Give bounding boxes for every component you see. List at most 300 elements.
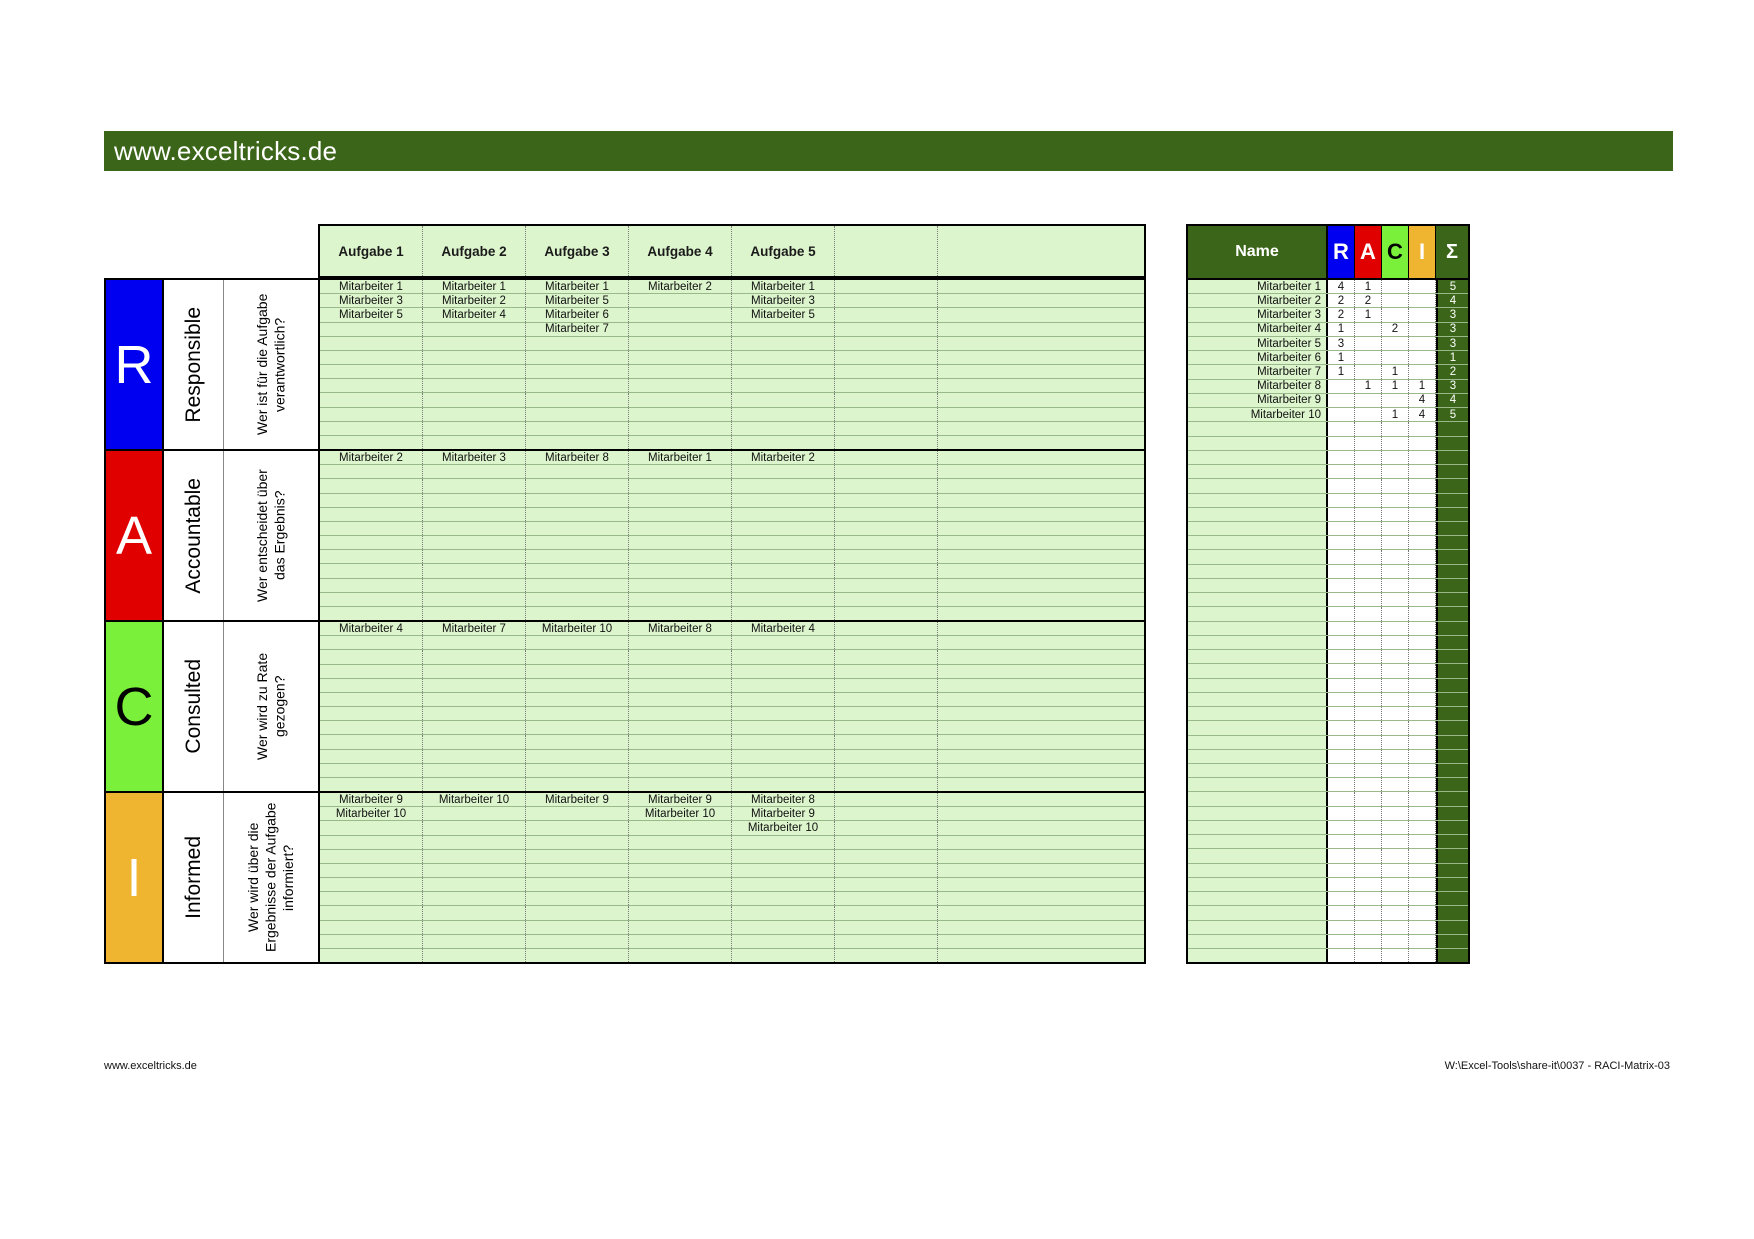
assignment-cell[interactable] (320, 821, 423, 834)
assignment-cell[interactable] (835, 294, 938, 307)
assignment-cell[interactable] (526, 864, 629, 877)
assignment-cell[interactable] (732, 750, 835, 763)
assignment-cell[interactable] (629, 778, 732, 791)
assignment-cell[interactable] (629, 479, 732, 492)
assignment-cell[interactable] (732, 778, 835, 791)
assignment-cell[interactable] (526, 707, 629, 720)
assignment-cell[interactable] (835, 550, 938, 563)
assignment-cell[interactable] (629, 935, 732, 948)
assignment-cell[interactable] (526, 921, 629, 934)
assignment-cell[interactable] (629, 379, 732, 392)
assignment-cell[interactable] (732, 764, 835, 777)
assignment-cell[interactable] (938, 550, 1041, 563)
assignment-cell[interactable] (423, 564, 526, 577)
assignment-cell[interactable] (423, 408, 526, 421)
assignment-cell[interactable] (732, 864, 835, 877)
summary-person-name[interactable] (1188, 721, 1328, 734)
summary-person-name[interactable] (1188, 693, 1328, 706)
assignment-cell[interactable] (835, 393, 938, 406)
assignment-cell[interactable] (629, 650, 732, 663)
assignment-cell[interactable] (732, 536, 835, 549)
assignment-cell[interactable] (629, 593, 732, 606)
assignment-cell[interactable] (526, 636, 629, 649)
assignment-cell[interactable]: Mitarbeiter 5 (732, 308, 835, 321)
assignment-cell[interactable] (835, 365, 938, 378)
assignment-cell[interactable] (938, 650, 1041, 663)
task-column-header[interactable]: Aufgabe 1 (320, 226, 423, 276)
assignment-cell[interactable] (423, 836, 526, 849)
assignment-cell[interactable] (629, 365, 732, 378)
assignment-cell[interactable] (629, 665, 732, 678)
assignment-cell[interactable] (526, 436, 629, 449)
assignment-cell[interactable] (423, 679, 526, 692)
assignment-cell[interactable] (320, 337, 423, 350)
summary-person-name[interactable] (1188, 550, 1328, 563)
assignment-cell[interactable] (938, 921, 1041, 934)
assignment-cell[interactable] (526, 679, 629, 692)
assignment-cell[interactable] (938, 351, 1041, 364)
assignment-cell[interactable] (835, 508, 938, 521)
assignment-cell[interactable] (320, 735, 423, 748)
summary-person-name[interactable] (1188, 921, 1328, 934)
summary-person-name[interactable] (1188, 807, 1328, 820)
assignment-cell[interactable]: Mitarbeiter 10 (526, 622, 629, 635)
summary-person-name[interactable] (1188, 593, 1328, 606)
assignment-cell[interactable] (423, 436, 526, 449)
assignment-cell[interactable] (835, 764, 938, 777)
assignment-cell[interactable] (835, 351, 938, 364)
assignment-cell[interactable] (732, 465, 835, 478)
assignment-cell[interactable] (629, 508, 732, 521)
assignment-cell[interactable] (320, 351, 423, 364)
assignment-cell[interactable] (320, 393, 423, 406)
assignment-cell[interactable] (835, 436, 938, 449)
assignment-cell[interactable] (320, 707, 423, 720)
assignment-cell[interactable] (835, 536, 938, 549)
summary-person-name[interactable] (1188, 679, 1328, 692)
assignment-cell[interactable] (423, 707, 526, 720)
assignment-cell[interactable] (526, 351, 629, 364)
assignment-cell[interactable] (423, 465, 526, 478)
summary-person-name[interactable] (1188, 778, 1328, 791)
assignment-cell[interactable] (732, 906, 835, 919)
summary-person-name[interactable] (1188, 494, 1328, 507)
assignment-cell[interactable] (423, 422, 526, 435)
assignment-cell[interactable] (835, 522, 938, 535)
assignment-cell[interactable] (629, 393, 732, 406)
assignment-cell[interactable] (835, 564, 938, 577)
assignment-cell[interactable] (526, 935, 629, 948)
assignment-cell[interactable] (320, 365, 423, 378)
assignment-cell[interactable] (423, 650, 526, 663)
assignment-cell[interactable]: Mitarbeiter 3 (732, 294, 835, 307)
task-column-header[interactable]: Aufgabe 2 (423, 226, 526, 276)
assignment-cell[interactable] (526, 494, 629, 507)
assignment-cell[interactable] (732, 522, 835, 535)
assignment-cell[interactable]: Mitarbeiter 9 (526, 793, 629, 806)
assignment-cell[interactable] (423, 351, 526, 364)
assignment-cell[interactable] (732, 949, 835, 962)
assignment-cell[interactable] (835, 679, 938, 692)
task-column-header-empty[interactable] (938, 226, 1041, 276)
assignment-cell[interactable] (732, 479, 835, 492)
assignment-cell[interactable] (423, 379, 526, 392)
summary-person-name[interactable]: Mitarbeiter 4 (1188, 323, 1328, 336)
assignment-cell[interactable] (320, 436, 423, 449)
assignment-cell[interactable] (423, 778, 526, 791)
assignment-cell[interactable] (526, 536, 629, 549)
assignment-cell[interactable] (526, 665, 629, 678)
assignment-cell[interactable] (423, 579, 526, 592)
assignment-cell[interactable] (320, 764, 423, 777)
assignment-cell[interactable]: Mitarbeiter 2 (320, 451, 423, 464)
assignment-cell[interactable] (526, 850, 629, 863)
summary-person-name[interactable] (1188, 451, 1328, 464)
assignment-cell[interactable] (835, 665, 938, 678)
assignment-cell[interactable] (526, 735, 629, 748)
summary-person-name[interactable] (1188, 935, 1328, 948)
assignment-cell[interactable] (526, 836, 629, 849)
assignment-cell[interactable] (526, 379, 629, 392)
summary-person-name[interactable] (1188, 622, 1328, 635)
assignment-cell[interactable] (526, 607, 629, 620)
assignment-cell[interactable] (835, 707, 938, 720)
assignment-cell[interactable] (835, 479, 938, 492)
assignment-cell[interactable] (938, 636, 1041, 649)
assignment-cell[interactable] (320, 636, 423, 649)
summary-person-name[interactable] (1188, 522, 1328, 535)
assignment-cell[interactable] (423, 721, 526, 734)
assignment-cell[interactable] (629, 536, 732, 549)
assignment-cell[interactable]: Mitarbeiter 3 (320, 294, 423, 307)
assignment-cell[interactable] (835, 494, 938, 507)
assignment-cell[interactable] (526, 650, 629, 663)
assignment-cell[interactable] (835, 323, 938, 336)
assignment-cell[interactable]: Mitarbeiter 1 (526, 280, 629, 293)
assignment-cell[interactable]: Mitarbeiter 9 (320, 793, 423, 806)
assignment-cell[interactable] (423, 892, 526, 905)
assignment-cell[interactable] (320, 778, 423, 791)
assignment-cell[interactable] (526, 365, 629, 378)
assignment-cell[interactable] (423, 665, 526, 678)
assignment-cell[interactable] (629, 351, 732, 364)
assignment-cell[interactable]: Mitarbeiter 1 (732, 280, 835, 293)
assignment-cell[interactable] (938, 607, 1041, 620)
assignment-cell[interactable] (938, 393, 1041, 406)
summary-person-name[interactable] (1188, 792, 1328, 805)
assignment-cell[interactable]: Mitarbeiter 4 (732, 622, 835, 635)
assignment-cell[interactable]: Mitarbeiter 1 (423, 280, 526, 293)
assignment-cell[interactable] (938, 764, 1041, 777)
summary-person-name[interactable]: Mitarbeiter 9 (1188, 394, 1328, 407)
assignment-cell[interactable] (732, 650, 835, 663)
assignment-cell[interactable] (835, 607, 938, 620)
assignment-cell[interactable] (423, 935, 526, 948)
assignment-cell[interactable] (732, 351, 835, 364)
assignment-cell[interactable] (835, 579, 938, 592)
assignment-cell[interactable] (526, 508, 629, 521)
assignment-cell[interactable] (938, 735, 1041, 748)
assignment-cell[interactable] (835, 906, 938, 919)
summary-person-name[interactable] (1188, 864, 1328, 877)
assignment-cell[interactable] (732, 878, 835, 891)
assignment-cell[interactable]: Mitarbeiter 8 (732, 793, 835, 806)
assignment-cell[interactable] (732, 921, 835, 934)
summary-person-name[interactable]: Mitarbeiter 1 (1188, 280, 1328, 293)
summary-person-name[interactable] (1188, 579, 1328, 592)
summary-person-name[interactable]: Mitarbeiter 3 (1188, 308, 1328, 321)
summary-person-name[interactable] (1188, 835, 1328, 848)
assignment-cell[interactable] (835, 650, 938, 663)
assignment-cell[interactable] (629, 821, 732, 834)
assignment-cell[interactable] (423, 807, 526, 820)
assignment-cell[interactable]: Mitarbeiter 7 (423, 622, 526, 635)
assignment-cell[interactable] (835, 408, 938, 421)
assignment-cell[interactable] (526, 821, 629, 834)
assignment-cell[interactable] (835, 721, 938, 734)
assignment-cell[interactable] (320, 892, 423, 905)
assignment-cell[interactable] (835, 735, 938, 748)
assignment-cell[interactable] (423, 693, 526, 706)
assignment-cell[interactable] (835, 750, 938, 763)
assignment-cell[interactable] (732, 393, 835, 406)
assignment-cell[interactable] (320, 494, 423, 507)
assignment-cell[interactable] (938, 579, 1041, 592)
assignment-cell[interactable] (423, 550, 526, 563)
assignment-cell[interactable] (629, 323, 732, 336)
assignment-cell[interactable] (938, 793, 1041, 806)
assignment-cell[interactable] (320, 721, 423, 734)
assignment-cell[interactable] (938, 622, 1041, 635)
assignment-cell[interactable] (320, 550, 423, 563)
summary-person-name[interactable] (1188, 849, 1328, 862)
assignment-cell[interactable] (423, 494, 526, 507)
assignment-cell[interactable] (938, 679, 1041, 692)
assignment-cell[interactable]: Mitarbeiter 5 (526, 294, 629, 307)
assignment-cell[interactable] (526, 878, 629, 891)
summary-person-name[interactable] (1188, 650, 1328, 663)
assignment-cell[interactable] (320, 579, 423, 592)
assignment-cell[interactable] (938, 564, 1041, 577)
assignment-cell[interactable] (526, 564, 629, 577)
assignment-cell[interactable] (629, 750, 732, 763)
assignment-cell[interactable] (938, 408, 1041, 421)
assignment-cell[interactable] (835, 593, 938, 606)
assignment-cell[interactable] (320, 864, 423, 877)
assignment-cell[interactable] (629, 337, 732, 350)
assignment-cell[interactable] (423, 365, 526, 378)
assignment-cell[interactable]: Mitarbeiter 9 (629, 793, 732, 806)
assignment-cell[interactable] (732, 379, 835, 392)
assignment-cell[interactable] (629, 892, 732, 905)
assignment-cell[interactable] (938, 323, 1041, 336)
assignment-cell[interactable] (938, 436, 1041, 449)
assignment-cell[interactable] (320, 323, 423, 336)
assignment-cell[interactable] (835, 451, 938, 464)
assignment-cell[interactable] (732, 508, 835, 521)
summary-person-name[interactable] (1188, 636, 1328, 649)
assignment-cell[interactable] (423, 479, 526, 492)
assignment-cell[interactable] (320, 878, 423, 891)
assignment-cell[interactable] (629, 465, 732, 478)
assignment-cell[interactable] (835, 379, 938, 392)
assignment-cell[interactable] (526, 750, 629, 763)
assignment-cell[interactable] (423, 764, 526, 777)
assignment-cell[interactable] (732, 850, 835, 863)
assignment-cell[interactable] (423, 864, 526, 877)
assignment-cell[interactable]: Mitarbeiter 3 (423, 451, 526, 464)
task-column-header[interactable]: Aufgabe 5 (732, 226, 835, 276)
assignment-cell[interactable] (320, 379, 423, 392)
assignment-cell[interactable] (732, 337, 835, 350)
assignment-cell[interactable] (526, 593, 629, 606)
assignment-cell[interactable] (629, 550, 732, 563)
assignment-cell[interactable] (938, 365, 1041, 378)
assignment-cell[interactable] (526, 764, 629, 777)
summary-person-name[interactable] (1188, 821, 1328, 834)
assignment-cell[interactable]: Mitarbeiter 10 (629, 807, 732, 820)
assignment-cell[interactable] (320, 422, 423, 435)
summary-person-name[interactable]: Mitarbeiter 2 (1188, 294, 1328, 307)
assignment-cell[interactable] (938, 836, 1041, 849)
assignment-cell[interactable] (938, 750, 1041, 763)
assignment-cell[interactable] (526, 579, 629, 592)
summary-person-name[interactable] (1188, 750, 1328, 763)
assignment-cell[interactable] (423, 636, 526, 649)
assignment-cell[interactable] (526, 422, 629, 435)
assignment-cell[interactable] (938, 935, 1041, 948)
assignment-cell[interactable] (938, 465, 1041, 478)
assignment-cell[interactable] (629, 764, 732, 777)
assignment-cell[interactable]: Mitarbeiter 2 (732, 451, 835, 464)
summary-person-name[interactable]: Mitarbeiter 6 (1188, 351, 1328, 364)
assignment-cell[interactable] (732, 550, 835, 563)
assignment-cell[interactable] (320, 479, 423, 492)
assignment-cell[interactable] (835, 892, 938, 905)
assignment-cell[interactable] (526, 408, 629, 421)
assignment-cell[interactable] (835, 280, 938, 293)
summary-person-name[interactable]: Mitarbeiter 5 (1188, 337, 1328, 350)
assignment-cell[interactable] (320, 536, 423, 549)
assignment-cell[interactable] (629, 679, 732, 692)
assignment-cell[interactable] (526, 550, 629, 563)
assignment-cell[interactable]: Mitarbeiter 1 (629, 451, 732, 464)
assignment-cell[interactable] (526, 778, 629, 791)
assignment-cell[interactable] (835, 807, 938, 820)
assignment-cell[interactable] (938, 593, 1041, 606)
assignment-cell[interactable]: Mitarbeiter 9 (732, 807, 835, 820)
assignment-cell[interactable] (938, 665, 1041, 678)
assignment-cell[interactable] (835, 836, 938, 849)
assignment-cell[interactable] (629, 707, 732, 720)
assignment-cell[interactable] (423, 593, 526, 606)
assignment-cell[interactable] (423, 949, 526, 962)
summary-person-name[interactable] (1188, 422, 1328, 435)
assignment-cell[interactable] (629, 522, 732, 535)
assignment-cell[interactable] (629, 949, 732, 962)
assignment-cell[interactable]: Mitarbeiter 1 (320, 280, 423, 293)
assignment-cell[interactable]: Mitarbeiter 7 (526, 323, 629, 336)
assignment-cell[interactable] (732, 721, 835, 734)
assignment-cell[interactable] (423, 607, 526, 620)
assignment-cell[interactable] (938, 451, 1041, 464)
assignment-cell[interactable] (835, 622, 938, 635)
assignment-cell[interactable] (732, 422, 835, 435)
assignment-cell[interactable] (835, 878, 938, 891)
assignment-cell[interactable] (732, 836, 835, 849)
assignment-cell[interactable] (835, 921, 938, 934)
assignment-cell[interactable]: Mitarbeiter 10 (732, 821, 835, 834)
assignment-cell[interactable]: Mitarbeiter 2 (423, 294, 526, 307)
summary-person-name[interactable] (1188, 664, 1328, 677)
assignment-cell[interactable] (526, 393, 629, 406)
assignment-cell[interactable]: Mitarbeiter 10 (320, 807, 423, 820)
summary-person-name[interactable]: Mitarbeiter 8 (1188, 380, 1328, 393)
summary-person-name[interactable] (1188, 892, 1328, 905)
assignment-cell[interactable] (320, 850, 423, 863)
assignment-cell[interactable] (732, 579, 835, 592)
assignment-cell[interactable] (423, 508, 526, 521)
assignment-cell[interactable] (938, 508, 1041, 521)
assignment-cell[interactable] (629, 436, 732, 449)
assignment-cell[interactable] (320, 564, 423, 577)
assignment-cell[interactable] (732, 693, 835, 706)
assignment-cell[interactable] (835, 465, 938, 478)
assignment-cell[interactable] (320, 665, 423, 678)
assignment-cell[interactable] (938, 422, 1041, 435)
assignment-cell[interactable] (629, 735, 732, 748)
summary-person-name[interactable] (1188, 607, 1328, 620)
assignment-cell[interactable] (423, 921, 526, 934)
assignment-cell[interactable] (732, 735, 835, 748)
assignment-cell[interactable] (835, 778, 938, 791)
assignment-cell[interactable] (629, 921, 732, 934)
assignment-cell[interactable] (629, 850, 732, 863)
assignment-cell[interactable] (938, 479, 1041, 492)
assignment-cell[interactable] (629, 422, 732, 435)
assignment-cell[interactable] (423, 735, 526, 748)
assignment-cell[interactable] (320, 650, 423, 663)
assignment-cell[interactable] (835, 864, 938, 877)
assignment-cell[interactable] (732, 679, 835, 692)
assignment-cell[interactable] (835, 949, 938, 962)
assignment-cell[interactable] (938, 721, 1041, 734)
assignment-cell[interactable] (526, 721, 629, 734)
assignment-cell[interactable] (938, 949, 1041, 962)
assignment-cell[interactable] (938, 864, 1041, 877)
assignment-cell[interactable] (732, 564, 835, 577)
assignment-cell[interactable] (320, 408, 423, 421)
assignment-cell[interactable]: Mitarbeiter 2 (629, 280, 732, 293)
summary-person-name[interactable]: Mitarbeiter 7 (1188, 365, 1328, 378)
assignment-cell[interactable] (629, 308, 732, 321)
assignment-cell[interactable] (938, 693, 1041, 706)
summary-person-name[interactable]: Mitarbeiter 10 (1188, 408, 1328, 421)
summary-person-name[interactable] (1188, 906, 1328, 919)
assignment-cell[interactable] (629, 408, 732, 421)
assignment-cell[interactable] (320, 906, 423, 919)
assignment-cell[interactable] (938, 379, 1041, 392)
assignment-cell[interactable] (629, 906, 732, 919)
assignment-cell[interactable] (938, 494, 1041, 507)
summary-person-name[interactable] (1188, 764, 1328, 777)
assignment-cell[interactable]: Mitarbeiter 8 (629, 622, 732, 635)
assignment-cell[interactable] (526, 522, 629, 535)
assignment-cell[interactable] (526, 337, 629, 350)
assignment-cell[interactable] (732, 607, 835, 620)
assignment-cell[interactable] (732, 494, 835, 507)
assignment-cell[interactable] (732, 593, 835, 606)
